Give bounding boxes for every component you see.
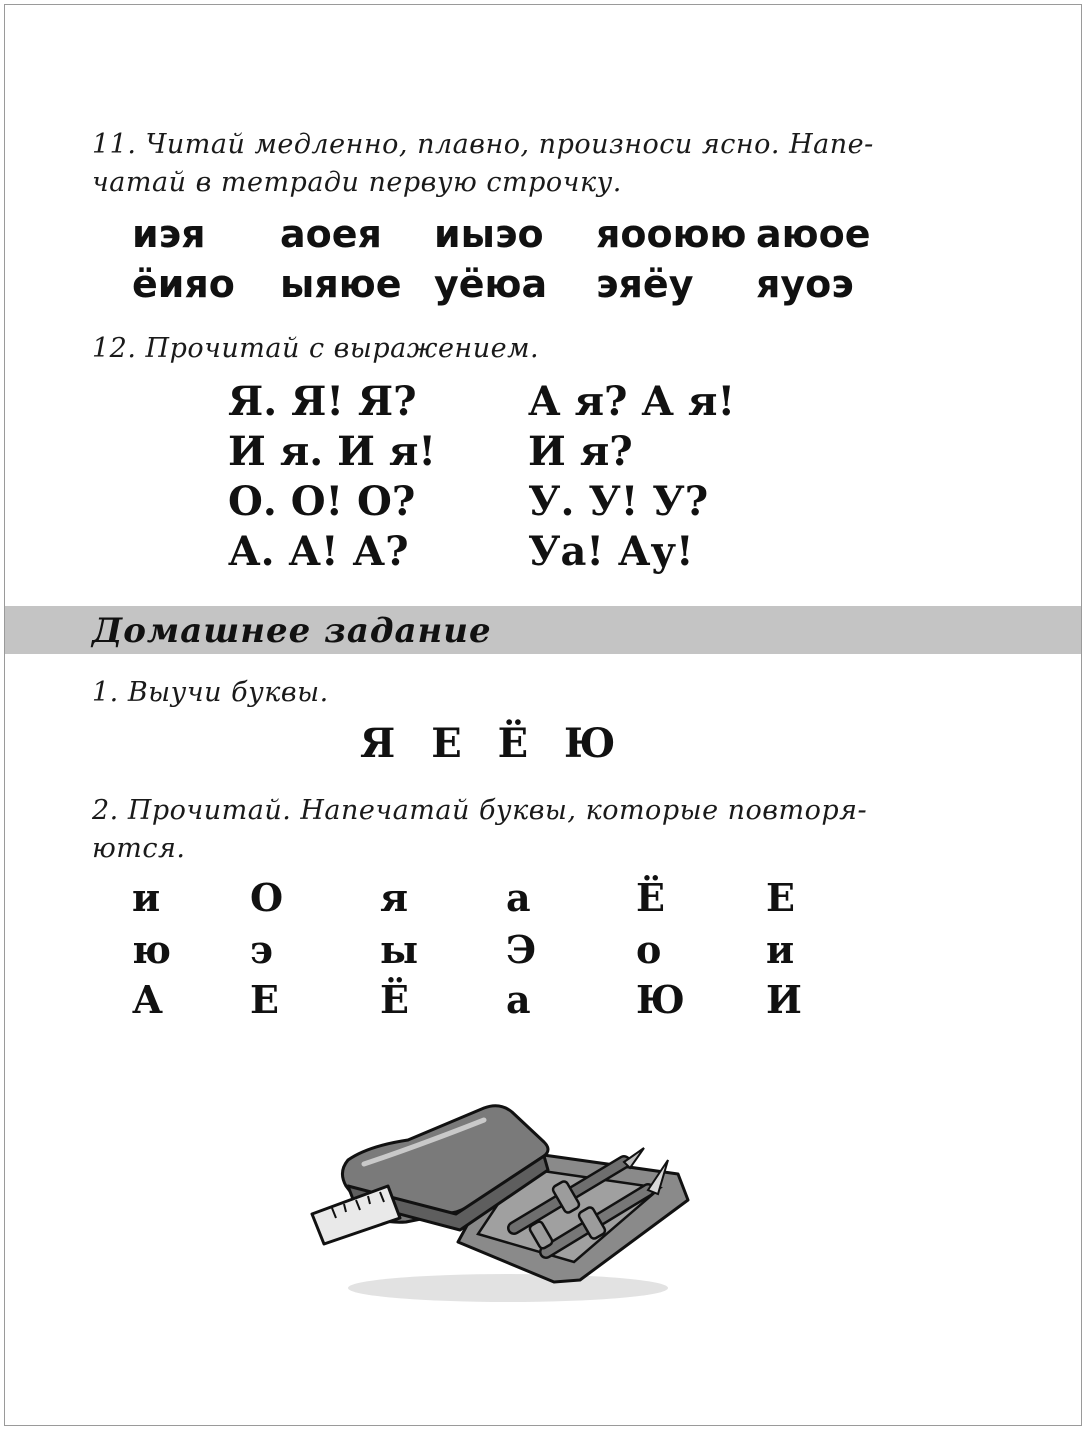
grid-letter: Э [506, 927, 537, 972]
expression-line: О. О! О? [228, 478, 416, 525]
expression-line: И я. И я! [228, 428, 436, 475]
grid-letter: И [766, 977, 802, 1022]
grid-letter: Ю [636, 977, 685, 1022]
grid-letter: А [132, 977, 163, 1022]
syllable-word: уёюа [434, 262, 548, 306]
expression-line: Уа! Ау! [528, 528, 694, 575]
grid-letter: О [250, 875, 284, 920]
homework-task2-instruction-line1: 2. Прочитай. Напечатай буквы, которые повторя- [92, 795, 868, 826]
grid-letter: а [506, 977, 531, 1022]
syllable-word: иыэо [434, 212, 544, 256]
pencil-case-illustration [308, 1090, 698, 1310]
grid-letter: ю [132, 927, 171, 972]
expression-line: И я? [528, 428, 633, 475]
syllable-word: аоея [280, 212, 382, 256]
grid-letter: Е [766, 875, 795, 920]
grid-letter: о [636, 927, 662, 972]
expression-line: А. А! А? [228, 528, 409, 575]
grid-letter: э [250, 927, 274, 972]
syllable-word: ёияо [132, 262, 235, 306]
grid-letter: Е [250, 977, 279, 1022]
expression-line: Я. Я! Я? [228, 378, 417, 425]
expression-line: У. У! У? [528, 478, 709, 525]
grid-letter: и [132, 875, 161, 920]
homework-task1-instruction: 1. Выучи буквы. [92, 677, 329, 708]
exercise-11-instruction-line2: чатай в тетради первую строчку. [92, 167, 622, 198]
grid-letter: Ё [380, 977, 409, 1022]
grid-letter: а [506, 875, 531, 920]
syllable-word: яуоэ [756, 262, 854, 306]
syllable-word: аюое [756, 212, 871, 256]
grid-letter: Ё [636, 875, 665, 920]
syllable-word: ыяюе [280, 262, 402, 306]
homework-task1-letters: Я Е Ё Ю [360, 720, 624, 767]
syllable-word: иэя [132, 212, 206, 256]
grid-letter: ы [380, 927, 419, 972]
homework-title: Домашнее задание [92, 611, 492, 651]
syllable-word: яооюю [596, 212, 747, 256]
exercise-12-instruction: 12. Прочитай с выражением. [92, 333, 540, 364]
exercise-11-instruction-line1: 11. Читай медленно, плавно, произноси ясно. Напе- [92, 129, 874, 160]
grid-letter: я [380, 875, 409, 920]
grid-letter: и [766, 927, 795, 972]
homework-task2-instruction-line2: ются. [92, 833, 186, 864]
syllable-word: эяёу [596, 262, 694, 306]
expression-line: А я? А я! [528, 378, 736, 425]
